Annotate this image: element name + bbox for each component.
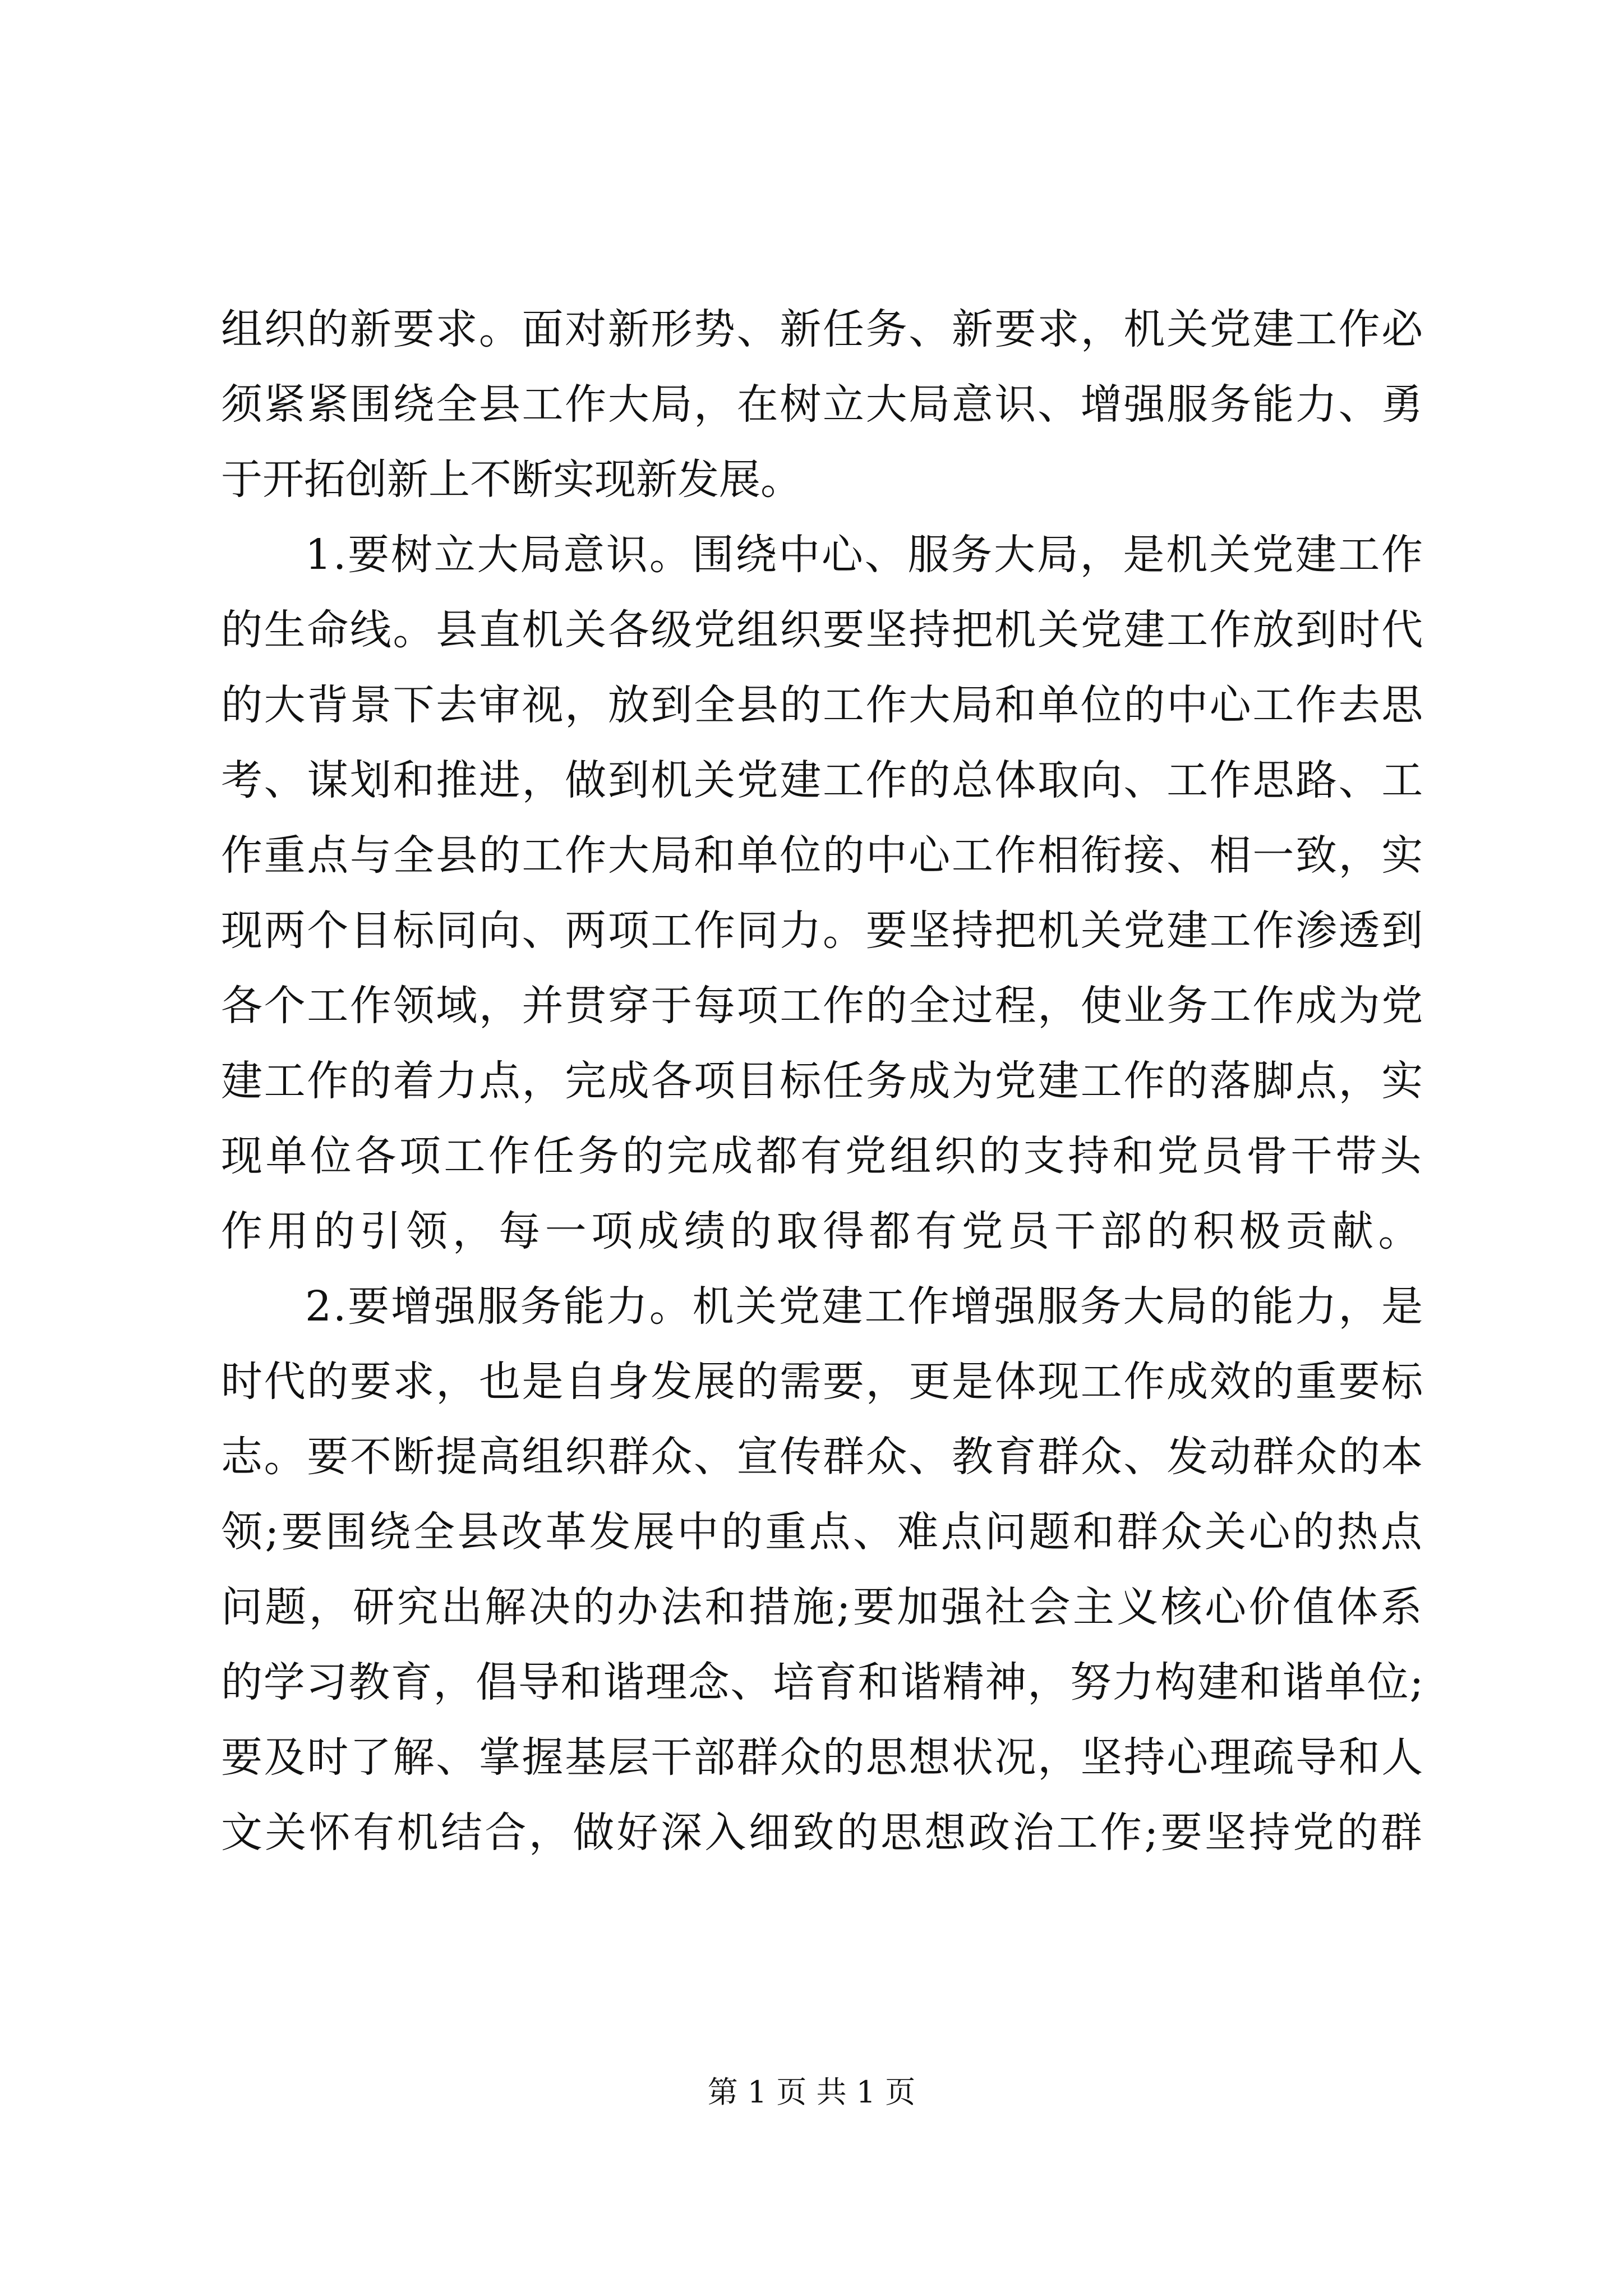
text-line: 建工作的着力点，完成各项目标任务成为党建工作的落脚点，实 [221,1057,1424,1105]
text-line: 的学习教育，倡导和谐理念、培育和谐精神，努力构建和谐单位; [221,1658,1424,1706]
paragraph-item-2 [221,1269,1424,1870]
text-line: 作用的引领，每一项成绩的取得都有党员干部的积极贡献。 [221,1207,1424,1255]
text-line: 作重点与全县的工作大局和单位的中心工作相衔接、相一致，实 [221,831,1424,880]
text-line: 各个工作领域，并贯穿于每项工作的全过程，使业务工作成为党 [221,982,1424,1030]
paragraph-item-1 [221,517,1424,1269]
text-line: 2.要增强服务能力。机关党建工作增强服务大局的能力，是 [305,1282,1424,1331]
text-line: 的生命线。县直机关各级党组织要坚持把机关党建工作放到时代 [221,606,1424,654]
text-line: 现单位各项工作任务的完成都有党组织的支持和党员骨干带头 [221,1132,1424,1180]
paragraph-intro [221,292,1424,517]
text-line: 考、谋划和推进，做到机关党建工作的总体取向、工作思路、工 [221,756,1424,804]
text-line: 须紧紧围绕全县工作大局，在树立大局意识、增强服务能力、勇 [221,380,1424,429]
text-line: 要及时了解、掌握基层干部群众的思想状况，坚持心理疏导和人 [221,1733,1424,1782]
page-footer: 第 1 页 共 1 页 [707,2074,916,2110]
document-body [221,292,1424,1870]
text-line: 现两个目标同向、两项工作同力。要坚持把机关党建工作渗透到 [221,907,1424,955]
text-line: 领;要围绕全县改革发展中的重点、难点问题和群众关心的热点 [221,1508,1424,1556]
text-line: 组织的新要求。面对新形势、新任务、新要求，机关党建工作必 [221,305,1424,353]
text-line: 志。要不断提高组织群众、宣传群众、教育群众、发动群众的本 [221,1433,1424,1481]
text-line: 时代的要求，也是自身发展的需要，更是体现工作成效的重要标 [221,1358,1424,1406]
text-line: 问题，研究出解决的办法和措施;要加强社会主义核心价值体系 [221,1583,1424,1631]
text-line: 1.要树立大局意识。围绕中心、服务大局，是机关党建工作 [305,531,1424,579]
text-line: 文关怀有机结合，做好深入细致的思想政治工作;要坚持党的群 [221,1809,1424,1857]
text-line: 的大背景下去审视，放到全县的工作大局和单位的中心工作去思 [221,681,1424,729]
text-line: 于开拓创新上不断实现新发展。 [221,455,802,504]
